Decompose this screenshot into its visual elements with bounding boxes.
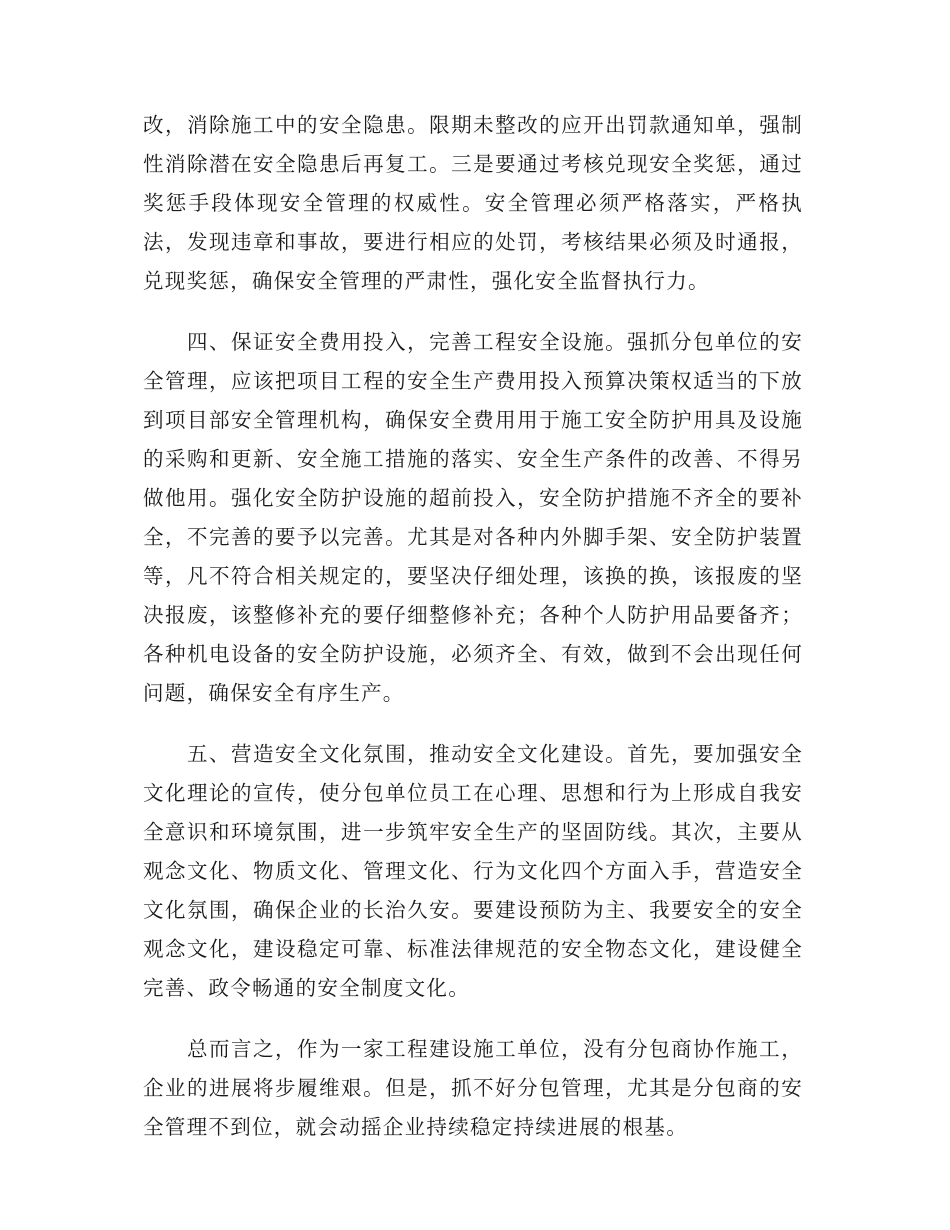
paragraph-section-five: 五、营造安全文化氛围，推动安全文化建设。首先，要加强安全文化理论的宣传，使分包单位员工在心理、思想和行为上形成自我安全意识和环境氛围，进一步筑牢安全生产的坚固防线。其次，主要从观念文化、物质文化、管理文化、行为文化四个方面入手，营造安全文化氛围，确保企业的长治久安。要建设预防为主、我要安全的安全观念文化，建设稳定可靠、标准法律规范的安全物态文化，建设健全完善、政令畅通的安全制度文化。 [143,742,803,1000]
paragraph-continued: 改，消除施工中的安全隐患。限期未整改的应开出罚款通知单，强制性消除潜在安全隐患后再复工。三是要通过考核兑现安全奖惩，通过奖惩手段体现安全管理的权威性。安全管理必须严格落实，严格执法，发现违章和事故，要进行相应的处罚，考核结果必须及时通报，兑现奖惩，确保安全管理的严肃性，强化安全监督执行力。 [143,113,803,293]
document-body [143,106,803,1169]
paragraph-conclusion: 总而言之，作为一家工程建设施工单位，没有分包商协作施工，企业的进展将步履维艰。但是，抓不好分包管理，尤其是分包商的安全管理不到位，就会动摇企业持续稳定持续进展的根基。 [143,1037,803,1139]
paragraph-section-four: 四、保证安全费用投入，完善工程安全设施。强抓分包单位的安全管理，应该把项目工程的安全生产费用投入预算决策权适当的下放到项目部安全管理机构，确保安全费用用于施工安全防护用具及设施的采购和更新、安全施工措施的落实、安全生产条件的改善、不得另做他用。强化安全防护设施的超前投入，安全防护措施不齐全的要补全，不完善的要予以完善。尤其是对各种内外脚手架、安全防护装置等，凡不符合相关规定的，要坚决仔细处理，该换的换，该报废的坚决报废，该整修补充的要仔细整修补充；各种个人防护用品要备齐；各种机电设备的安全防护设施，必须齐全、有效，做到不会出现任何问题，确保安全有序生产。 [143,330,803,705]
